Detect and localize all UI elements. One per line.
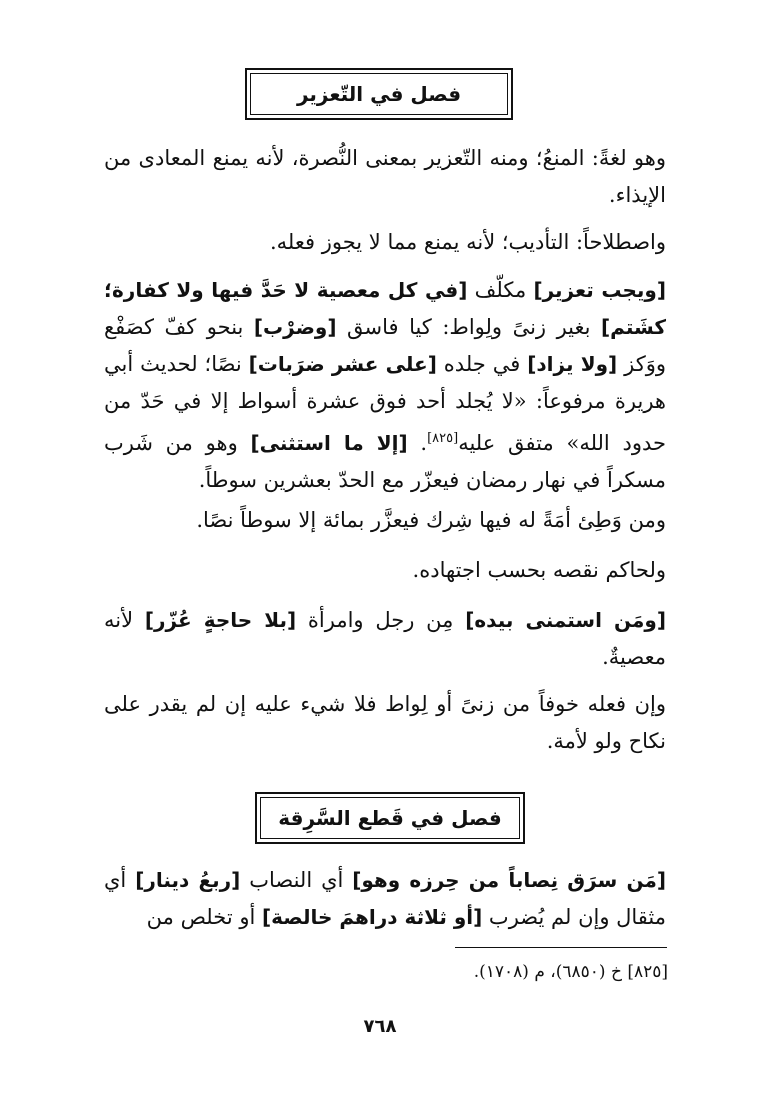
sharh-text: . <box>407 431 428 455</box>
matn-text: [على عشر ضرَبات] <box>248 352 437 376</box>
sharh-text: مكلّف <box>467 278 534 302</box>
sharh-text: نصًا؛ لحديث أبي هريرة مرفوعاً: «لا يُجلد أحد فوق عشرة أسواط إلا في حَدّ من حدود الله» متفق عليه <box>104 352 666 455</box>
footnote-separator <box>455 947 667 948</box>
matn-text: [ومَن استمنى بيده] <box>465 608 666 632</box>
paragraph-slave-woman <box>104 502 666 539</box>
footnote-text: [٨٢٥] خ (٦٨٥٠)، م (١٧٠٨). <box>473 962 668 982</box>
matn-text: [ويجب تعزير] <box>533 278 667 302</box>
footnote <box>350 958 668 986</box>
matn-text: [أو ثلاثة دراهمَ خالصة] <box>262 905 483 929</box>
section-heading-tazir-inner <box>250 73 508 115</box>
sharh-text: وهو من شَرب مسكراً في نهار رمضان فيعزّر مع الحدّ بعشرين سوطاً. <box>104 431 666 492</box>
matn-text: [بلا حاجةٍ عُزّر] <box>144 608 297 632</box>
sharh-text: أو تخلص من <box>146 905 262 929</box>
section-heading-theft <box>255 792 525 844</box>
matn-text: [مَن سرَق نِصاباً من حِرزه وهو] <box>352 868 667 892</box>
matn-text: [في كل معصية لا حَدَّ فيها ولا كفارة؛ كشَتم] <box>104 278 666 339</box>
paragraph-theft-nisab <box>104 862 666 936</box>
paragraph-text: ومن وَطِئ أمَةً له فيها شِرك فيعزَّر بمائة إلا سوطاً نصًا. <box>196 508 666 532</box>
section-heading-theft-inner <box>260 797 520 839</box>
paragraph-text: وإن فعله خوفاً من زنىً أو لِواط فلا شيء عليه إن لم يقدر على نكاح ولو لأمة. <box>104 692 666 753</box>
sharh-text: بنحو كفّ كصَفْع ووَكز <box>104 315 667 376</box>
paragraph-text: وهو لغةً: المنعُ؛ ومنه التّعزير بمعنى النُّصرة، لأنه يمنع المعادى من الإيذاء. <box>104 146 666 207</box>
paragraph-obligation-tazir <box>104 272 666 499</box>
paragraph-ruler-reduce <box>104 552 666 589</box>
sharh-text: لأنه معصيةٌ. <box>104 608 666 669</box>
section-heading-theft-text: فصل في قَطع السَّرِقة <box>278 806 502 830</box>
paragraph-text: ولحاكم نقصه بحسب اجتهاده. <box>412 558 666 582</box>
section-heading-tazir <box>245 68 513 120</box>
paragraph-fear-exception <box>104 686 666 760</box>
matn-text: [إلا ما استثنى] <box>250 431 408 455</box>
sharh-text: أي مثقال وإن لم يُضرب <box>104 868 666 929</box>
sharh-text: أي النصاب <box>240 868 353 892</box>
matn-text: [وضرْب] <box>253 315 337 339</box>
sharh-text: مِن رجل وامرأة <box>296 608 466 632</box>
paragraph-definition-language <box>104 140 666 214</box>
page-number: ٧٦٨ <box>363 1016 397 1037</box>
paragraph-text: واصطلاحاً: التأديب؛ لأنه يمنع مما لا يجوز فعله. <box>270 230 666 254</box>
sharh-text: في جلده <box>436 352 528 376</box>
sharh-text: بغير زنىً ولِواط: كيا فاسق <box>336 315 602 339</box>
paragraph-definition-terminology <box>104 224 666 261</box>
paragraph-istimna <box>104 602 666 676</box>
matn-text: [ربعُ دينار] <box>135 868 241 892</box>
section-heading-tazir-text: فصل في التّعزير <box>296 82 462 106</box>
footnote-reference[interactable]: [٨٢٥] <box>427 431 459 446</box>
matn-text: [ولا يزاد] <box>527 352 618 376</box>
